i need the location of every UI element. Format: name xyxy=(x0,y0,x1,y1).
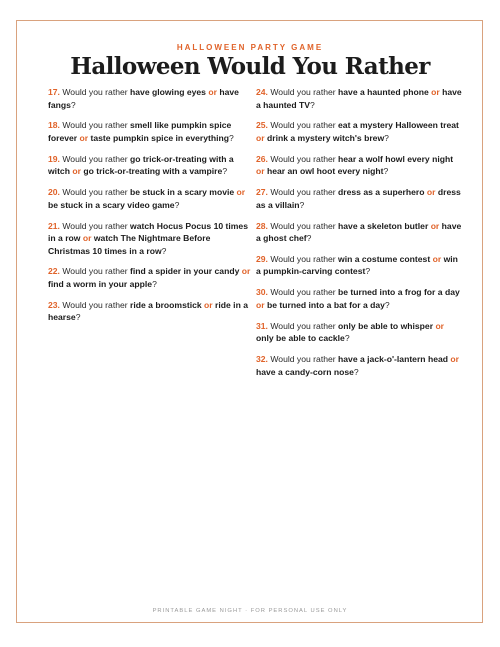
question-number: 18. xyxy=(48,120,60,131)
option-a: only be able to whisper xyxy=(338,320,434,331)
question-end: ? xyxy=(75,312,81,323)
or-word: or xyxy=(435,320,445,331)
option-a: have a haunted phone xyxy=(338,87,429,97)
question-number: 31. xyxy=(256,320,268,331)
question-end: ? xyxy=(353,366,359,377)
question-column-left xyxy=(48,86,254,332)
or-word: or xyxy=(450,354,459,365)
or-word: or xyxy=(204,299,213,310)
question-end: ? xyxy=(161,245,167,256)
option-a: hear a wolf howl every night xyxy=(338,153,454,164)
option-a: go trick-or-treating with a witch xyxy=(48,153,234,177)
question-column-right xyxy=(256,86,462,387)
question-prefix: Would you rather xyxy=(270,220,339,231)
or-word: or xyxy=(79,132,89,143)
question-prefix: Would you rather xyxy=(270,320,339,331)
page-title: Halloween Would You Rather xyxy=(70,53,430,80)
question-prefix: Would you rather xyxy=(62,153,131,164)
or-word: or xyxy=(426,187,436,198)
or-word: or xyxy=(256,132,265,143)
or-word: or xyxy=(432,253,442,264)
question-item xyxy=(48,186,254,211)
question-end: ? xyxy=(222,166,228,177)
option-a: be stuck in a scary movie xyxy=(130,187,235,198)
question-end: ? xyxy=(299,199,305,210)
or-word: or xyxy=(256,166,265,177)
question-prefix: Would you rather xyxy=(270,253,339,264)
question-number: 22. xyxy=(48,266,60,277)
or-word: or xyxy=(236,187,246,198)
option-a: dress as a superhero xyxy=(338,187,425,198)
option-b: win a pumpkin-carving contest xyxy=(256,253,458,277)
or-word: or xyxy=(82,233,92,244)
question-number: 19. xyxy=(48,153,60,164)
option-b: have a haunted TV xyxy=(256,87,462,110)
question-number: 27. xyxy=(256,187,268,198)
question-item xyxy=(256,86,462,111)
option-b: dress as a villain xyxy=(256,187,461,210)
question-number: 29. xyxy=(256,253,268,264)
option-a: have a jack-o'-lantern head xyxy=(338,354,448,365)
question-prefix: Would you rather xyxy=(62,266,131,277)
option-b: be turned into a bat for a day xyxy=(266,299,385,310)
option-a: smell like pumpkin spice forever xyxy=(48,120,232,143)
question-end: ? xyxy=(174,199,180,210)
option-b: find a worm in your apple xyxy=(48,278,153,289)
option-b: drink a mystery witch's brew xyxy=(266,132,385,143)
option-a: have glowing eyes xyxy=(130,87,206,97)
question-prefix: Would you rather xyxy=(270,287,339,298)
option-a: ride a broomstick xyxy=(130,299,202,310)
page-kicker: HALLOWEEN PARTY GAME xyxy=(176,43,324,52)
option-a: be turned into a frog for a day xyxy=(338,287,460,298)
option-a: win a costume contest xyxy=(338,253,431,264)
option-b: taste pumpkin spice in everything xyxy=(90,132,230,143)
question-item xyxy=(48,119,254,144)
question-number: 20. xyxy=(48,187,60,198)
question-prefix: Would you rather xyxy=(62,120,131,131)
or-word: or xyxy=(431,87,440,97)
question-item xyxy=(256,253,462,278)
question-item xyxy=(48,299,254,324)
question-prefix: Would you rather xyxy=(62,187,131,198)
question-item xyxy=(256,320,462,345)
question-prefix: Would you rather xyxy=(270,120,339,131)
question-end: ? xyxy=(152,278,157,289)
option-b: ride in a hearse xyxy=(48,299,248,323)
option-b: only be able to cackle xyxy=(256,333,345,344)
question-end: ? xyxy=(384,299,390,310)
question-item xyxy=(256,220,462,245)
option-b: watch The Nightmare Before Christmas 10 times in a row xyxy=(48,233,211,256)
question-prefix: Would you rather xyxy=(270,153,339,164)
question-end: ? xyxy=(306,233,312,244)
or-word: or xyxy=(72,166,81,177)
question-item xyxy=(48,86,254,111)
or-word: or xyxy=(430,220,440,231)
option-b: hear an owl hoot every night xyxy=(266,166,384,177)
question-item xyxy=(48,153,254,178)
option-a: eat a mystery Halloween treat xyxy=(338,120,459,131)
question-item xyxy=(256,186,462,211)
question-end: ? xyxy=(70,99,76,110)
question-item xyxy=(256,153,462,178)
question-number: 30. xyxy=(256,287,268,298)
question-number: 26. xyxy=(256,153,268,164)
question-number: 21. xyxy=(48,220,60,231)
or-word: or xyxy=(256,299,265,310)
question-item xyxy=(256,353,462,378)
option-b: have fangs xyxy=(48,87,239,110)
question-end: ? xyxy=(229,132,234,143)
question-number: 23. xyxy=(48,299,60,310)
question-item xyxy=(256,286,462,311)
question-end: ? xyxy=(384,132,389,143)
question-prefix: Would you rather xyxy=(62,299,131,310)
option-b: have a ghost chef xyxy=(256,220,462,244)
option-b: be stuck in a scary video game xyxy=(48,199,175,210)
question-number: 28. xyxy=(256,220,268,231)
question-end: ? xyxy=(344,333,350,344)
question-number: 25. xyxy=(256,120,268,131)
question-end: ? xyxy=(365,266,371,277)
option-a: have a skeleton butler xyxy=(338,220,429,231)
question-number: 24. xyxy=(256,87,268,97)
or-word: or xyxy=(208,87,217,97)
option-b: have a candy-corn nose xyxy=(256,366,354,377)
question-end: ? xyxy=(309,99,315,110)
option-a: watch Hocus Pocus 10 times in a row xyxy=(48,220,248,244)
option-a: find a spider in your candy xyxy=(130,266,240,277)
question-item xyxy=(256,119,462,144)
question-end: ? xyxy=(383,166,389,177)
question-number: 32. xyxy=(256,354,268,365)
question-item xyxy=(48,220,254,258)
question-prefix: Would you rather xyxy=(270,87,339,97)
question-number: 17. xyxy=(48,87,60,97)
question-prefix: Would you rather xyxy=(62,87,131,97)
page-footer: PRINTABLE GAME NIGHT · FOR PERSONAL USE ONLY xyxy=(152,608,348,614)
option-b: go trick-or-treating with a vampire xyxy=(83,166,223,177)
or-word: or xyxy=(241,266,251,277)
question-prefix: Would you rather xyxy=(270,354,339,365)
question-prefix: Would you rather xyxy=(270,187,339,198)
question-item xyxy=(48,265,254,290)
question-prefix: Would you rather xyxy=(62,220,131,231)
